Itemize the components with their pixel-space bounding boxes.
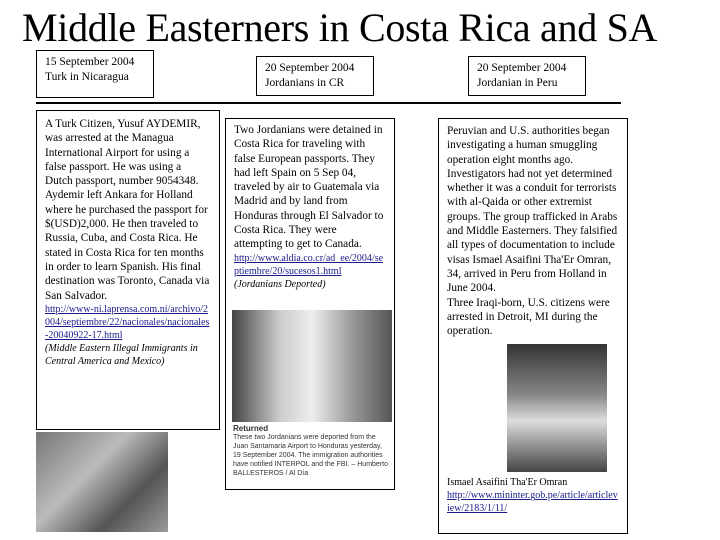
source-link[interactable]: http://www.aldia.co.cr/ad_ee/2004/septiembre/20/sucesos1.html	[234, 252, 384, 277]
peru-story	[438, 118, 628, 534]
timeline-line	[36, 102, 621, 104]
story-text: Peruvian and U.S. authorities began investigating a human smuggling operation eight months ago. Investigators had not yet determined whether it was a conduit for terrorists with al-Qaida or other extremist groups. The group trafficked in Arabs and Middle Easterners. They falsified all types of documentation to include visas Ismael Asaifini Tha'Er Omran, 34, arrived in Peru from Holland in June 2004.	[447, 125, 618, 295]
source-note: (Jordanians Deported)	[234, 278, 326, 290]
slide-title: Middle Easterners in Costa Rica and SA	[22, 5, 658, 50]
caption-title: Returned	[233, 424, 269, 433]
photo-caption	[233, 424, 388, 478]
event-label: Jordanians in CR	[265, 77, 345, 89]
source-link[interactable]: http://www.mininter.gob.pe/article/articleview/2183/1/11/	[447, 490, 618, 515]
event-date: 20 September 2004	[477, 62, 567, 74]
jordanians-photo	[232, 310, 392, 422]
source-link[interactable]: http://www-ni.laprensa.com.ni/archivo/2004/septiembre/22/nacionales/nacionales-20040922-17.html	[45, 303, 210, 341]
story-text: A Turk Citizen, Yusuf AYDEMIR, was arrested at the Managua International Airport for using a false passport. He was using a Dutch passport, number 9054348. Aydemir left Ankara for Holland where he purchased the passport for $(USD)2,000. He then traveled to Russia, Cuba, and Costa Rica. He stated in Costa Rica for ten months in order to learn Spanish. His final destination was Toronto, Canada via San Salvador.	[45, 118, 210, 302]
caption-text: These two Jordanians were deported from the Juan Santamaria Airport to Honduras yesterday, 19 September 2004. The immigration authorities have notified INTERPOL and the FBI. – Humberto BALLESTEROS / Al Día	[233, 434, 388, 477]
event-date: 20 September 2004	[265, 62, 355, 74]
source-note: (Middle Eastern Illegal Immigrants in Central America and Mexico)	[45, 342, 198, 367]
event-label: Turk in Nicaragua	[45, 71, 129, 83]
story-text: Two Jordanians were detained in Costa Rica for traveling with false European passports. They had left Spain on 5 Sep 04, traveled by air to Guatemala via Madrid and by land from Honduras through El Salvador to Costa Rica. They were attempting to get to Canada.	[234, 124, 384, 251]
event-box-jordanians-cr	[256, 56, 374, 96]
suspect-photo	[507, 344, 607, 472]
event-date: 15 September 2004	[45, 56, 135, 68]
turk-photo	[36, 432, 168, 532]
story-text-2: Three Iraqi-born, U.S. citizens were arrested in Detroit, MI during the operation.	[447, 296, 610, 338]
turk-story	[36, 110, 220, 430]
photo-name: Ismael Asaifini Tha'Er Omran	[447, 477, 568, 489]
event-label: Jordanian in Peru	[477, 77, 558, 89]
event-box-turk	[36, 50, 154, 98]
event-box-jordanian-peru	[468, 56, 586, 96]
